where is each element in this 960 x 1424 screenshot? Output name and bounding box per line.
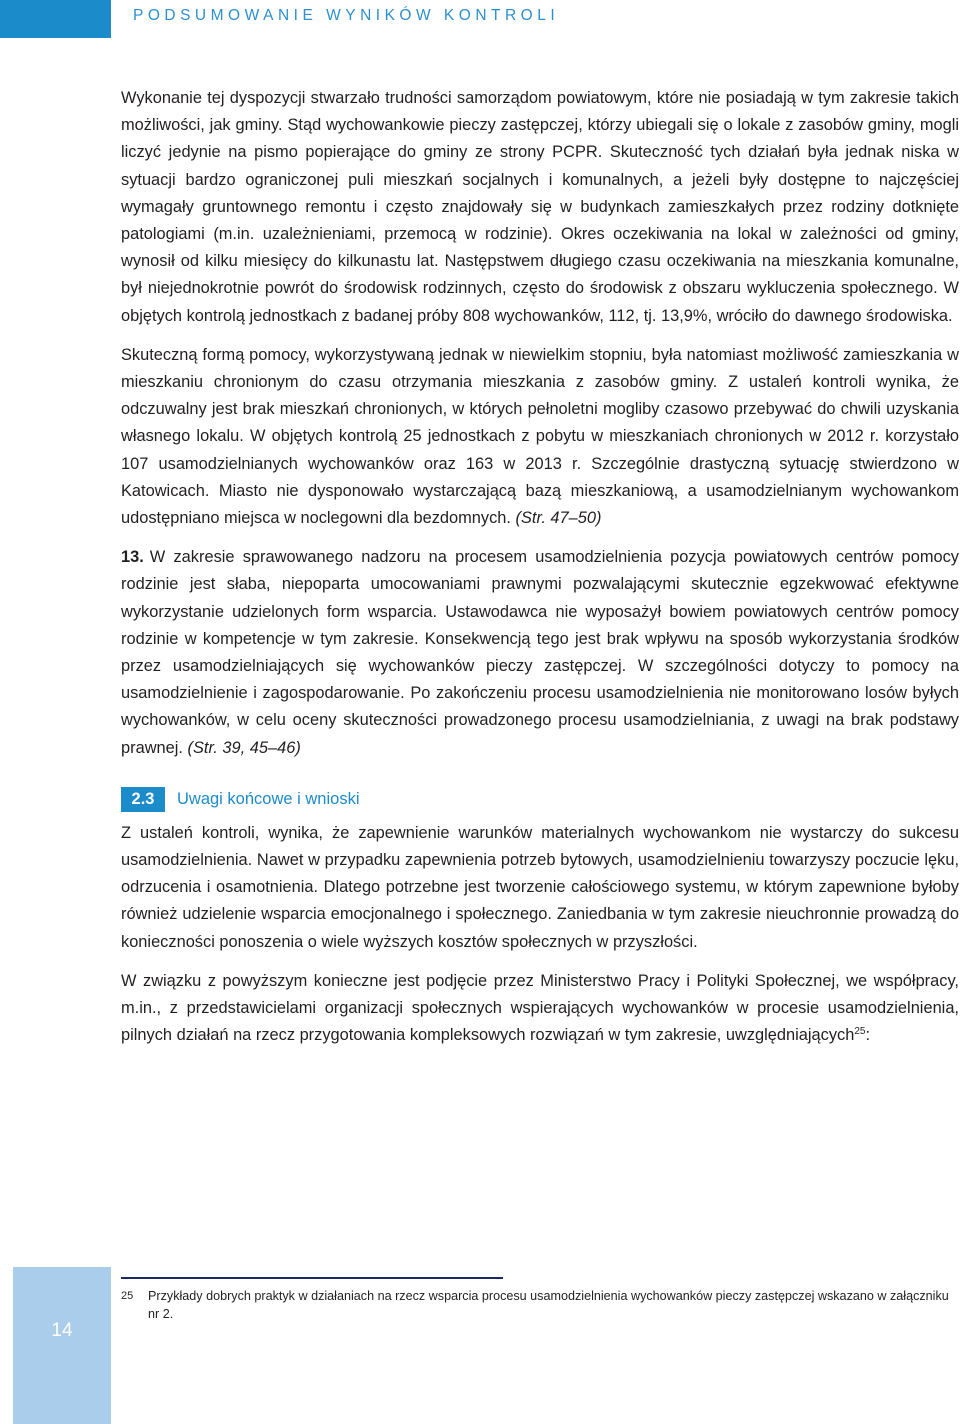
paragraph-13 bbox=[121, 544, 959, 762]
paragraph-conclusions-text: Z ustaleń kontroli, wynika, że zapewnienie warunków materialnych wychowankom nie wystarczy do sukcesu usamodzielnienia. Nawet w przypadku zapewnienia potrzeb bytowych, usamodzielnieniu towarzyszy poczucie lęku, odrzucenia i osamotnienia. Dlatego potrzebne jest tworzenie całościowego systemu, w którym zapewnione byłoby również udzielenie wsparcia emocjonalnego i społecznego. Zaniedbania w tym zakresie nieuchronnie prowadzą do konieczności ponoszenia o wiele wyższych kosztów społecznych w przyszłości. bbox=[121, 823, 959, 951]
main-content bbox=[121, 85, 959, 1062]
paragraph-13-text: W zakresie sprawowanego nadzoru na procesem usamodzielnienia pozycja powiatowych centrów pomocy rodzinie jest słaba, niepoparta umocowaniami prawnymi pozwalającymi skutecznie egzekwować efektywne wykorzystanie udzielonych form wsparcia. Ustawodawca nie wyposażył bowiem powiatowych centrów pomocy rodzinie w kompetencje w tym zakresie. Konsekwencją tego jest brak wpływu na sposób wykorzystania środków przez usamodzielniających się wychowanków pieczy zastępczej. W szczególności dotyczy to pomocy na usamodzielnienie i zagospodarowanie. Po zakończeniu procesu usamodzielnienia nie monitorowano losów byłych wychowanków, w celu oceny skuteczności prowadzonego procesu usamodzielniania, z uwagi na brak podstawy prawnej. bbox=[121, 548, 959, 757]
page-number: 14 bbox=[51, 1320, 73, 1341]
paragraph-end-colon: : bbox=[865, 1026, 871, 1045]
paragraph-2-text: Skuteczną formą pomocy, wykorzystywaną jednak w niewielkim stopniu, była natomiast możliwość zamieszkania w mieszkaniu chronionym do czasu otrzymania mieszkania z zasobów gminy. Z ustaleń kontroli wynika, że odczuwalny jest brak mieszkań chronionych, w których pełnoletni mogliby czasowo przebywać do chwili uzyskania własnego lokalu. W objętych kontrolą 25 jednostkach z pobytu w mieszkaniach chronionych w 2012 r. korzystało 107 usamodzielnianych wychowanków oraz 163 w 2013 r. Szczególnie drastyczną sytuację stwierdzono w Katowicach. Miasto nie dysponowało wystarczającą bazą mieszkaniową, a usamodzielnianym wychowankom udostępniano miejsca w noclegowni dla bezdomnych. bbox=[121, 345, 959, 528]
section-number-badge: 2.3 bbox=[121, 787, 165, 812]
running-header: PODSUMOWANIE WYNIKÓW KONTROLI bbox=[133, 7, 560, 24]
page-reference: (Str. 47–50) bbox=[515, 509, 602, 528]
page-number-strip bbox=[13, 1267, 111, 1424]
footnote-reference[interactable]: 25 bbox=[854, 1026, 866, 1038]
paragraph-2 bbox=[121, 342, 959, 532]
footnote bbox=[121, 1287, 959, 1323]
paragraph-1 bbox=[121, 85, 959, 330]
footnote-divider bbox=[121, 1277, 503, 1279]
section-heading bbox=[121, 786, 959, 814]
footnote-text: Przykłady dobrych praktyk w działaniach na rzecz wsparcia procesu usamodzielnienia wychowanków pieczy zastępczej wskazano w załączniku nr 2. bbox=[148, 1289, 949, 1321]
paragraph-conclusions bbox=[121, 820, 959, 956]
paragraph-recommendations bbox=[121, 968, 959, 1050]
paragraph-recommendations-text: W związku z powyższym konieczne jest podjęcie przez Ministerstwo Pracy i Polityki Społecznej, we współpracy, m.in., z przedstawicielami organizacji społecznych wspierających wychowanków w procesie usamodzielnienia, pilnych działań na rzecz przygotowania kompleksowych rozwiązań w tym zakresie, uwzględniających bbox=[121, 971, 959, 1045]
page-reference: (Str. 39, 45–46) bbox=[187, 738, 301, 757]
header-color-block bbox=[0, 0, 111, 38]
section-title: Uwagi końcowe i wnioski bbox=[177, 790, 360, 809]
paragraph-number: 13. bbox=[121, 548, 144, 567]
footnote-mark: 25 bbox=[121, 1290, 134, 1302]
paragraph-1-text: Wykonanie tej dyspozycji stwarzało trudności samorządom powiatowym, które nie posiadają w tym zakresie takich możliwości, jak gminy. Stąd wychowankowie pieczy zastępczej, którzy ubiegali się o lokale z zasobów gminy, mogli liczyć jedynie na pismo popierające do gminy ze strony PCPR. Skuteczność tych działań była jednak niska w sytuacji bardzo ograniczonej puli mieszkań socjalnych i komunalnych, a jeżeli były dostępne to najczęściej wymagały gruntownego remontu i często znajdowały się w budynkach zamieszkałych przez rodziny dotknięte patologiami (m.in. uzależnieniami, przemocą w rodzinie). Okres oczekiwania na lokal w zależności od gminy, wynosił od kilku miesięcy do kilkunastu lat. Następstwem długiego czasu oczekiwania na mieszkania komunalne, był niejednokrotnie powrót do środowisk rodzinnych, często do środowisk z obszaru wykluczenia społecznego. W objętych kontrolą jednostkach z badanej próby 808 wychowanków, 112, tj. 13,9%, wróciło do dawnego środowiska. bbox=[121, 89, 959, 325]
